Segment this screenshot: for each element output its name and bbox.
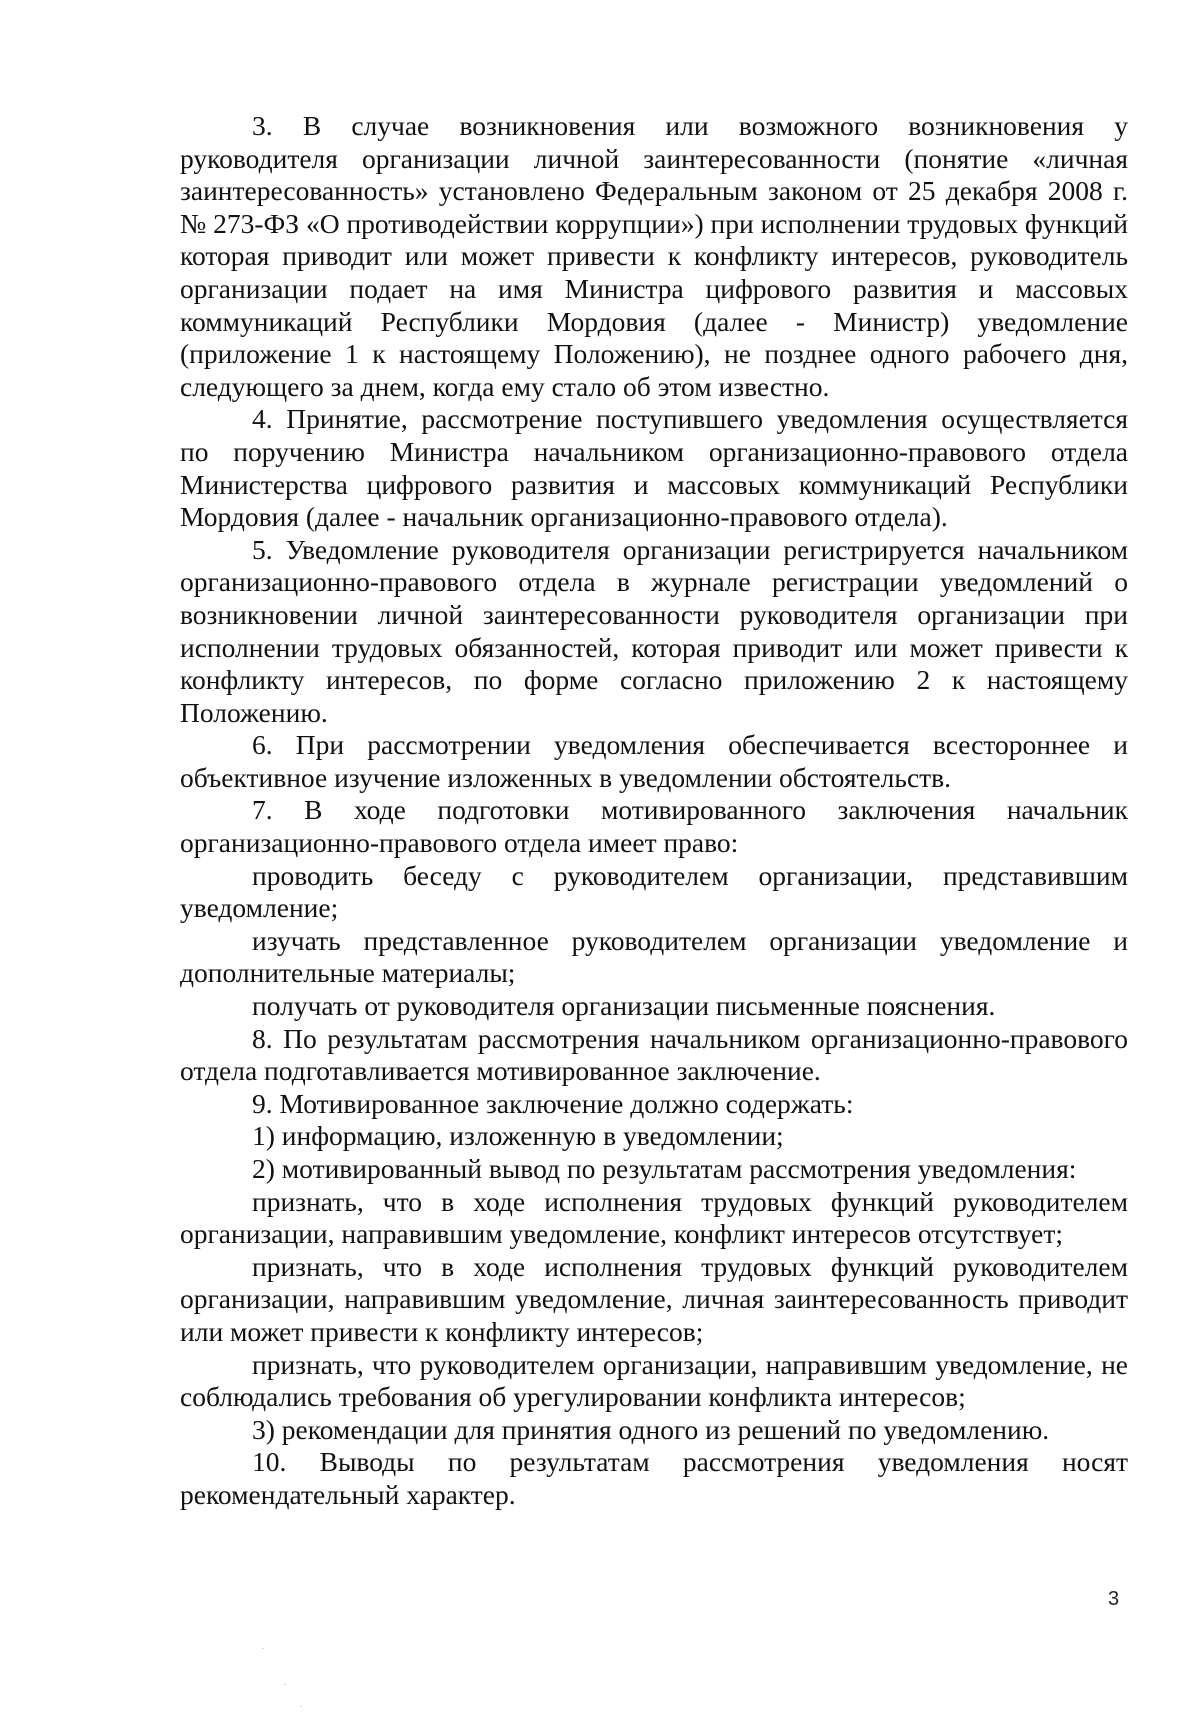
paragraph-6: 6. При рассмотрении уведомления обеспечивается всестороннее и объективное изучение изложенных в уведомлении обстоятельств. [180,729,1128,793]
page-number: 3 [1108,1588,1120,1610]
paragraph-7-item-2: изучать представленное руководителем организации уведомление и дополнительные материалы; [180,924,1128,989]
scan-speck [284,1684,286,1685]
paragraph-9-item-2: 2) мотивированный вывод по результатам рассмотрения уведомления: [252,1153,1077,1184]
scan-speck [262,1648,264,1649]
scan-speck [300,1706,302,1707]
paragraph-7: 7. В ходе подготовки мотивированного заключения начальник организационно-правового отдела имеет право: [180,794,1128,859]
paragraph-9-option-2: признать, что в ходе исполнения трудовых функций руководителем организации, направившим уведомление, личная заинтересованность приводит или может привести к конфликту интересов; [180,1250,1128,1347]
paragraph-9-option-1: признать, что в ходе исполнения трудовых функций руководителем организации, направившим уведомление, конфликт интересов отсутствует; [180,1185,1128,1250]
paragraph-7-item-1: проводить беседу с руководителем организации, представившим уведомление; [180,859,1128,924]
paragraph-5: 5. Уведомление руководителя организации регистрируется начальником организационно-правового отдела в журнале регистрации уведомлений о возникновении личной заинтересованности руководителя организации при исполнении трудовых обязанностей, которая приводит или может привести к конфликту интересов, по форме согласно приложению 2 к настоящему Положению. [180,533,1128,728]
paragraph-8: 8. По результатам рассмотрения начальником организационно-правового отдела подготавливается мотивированное заключение. [180,1022,1128,1087]
paragraph-9-option-3: признать, что руководителем организации, направившим уведомление, не соблюдались требования об урегулировании конфликта интересов; [180,1348,1128,1413]
paragraph-7-item-3: получать от руководителя организации письменные пояснения. [252,990,996,1022]
paragraph-9: 9. Мотивированное заключение должно содержать: [252,1087,854,1119]
paragraph-10: 10. Выводы по результатам рассмотрения уведомления носят рекомендательный характер. [180,1446,1128,1510]
paragraph-9-item-1: 1) информацию, изложенную в уведомлении; [252,1120,784,1152]
paragraph-9-item-3: 3) рекомендации для принятия одного из решений по уведомлению. [252,1413,1050,1445]
paragraph-4: 4. Принятие, рассмотрение поступившего уведомления осуществляется по поручению Министра начальником организационно-правового отдела Министерства цифрового развития и массовых коммуникаций Республики Мордовия (далее - начальник организационно-правового отдела). [180,403,1128,533]
document-body [180,110,1128,1512]
paragraph-3: 3. В случае возникновения или возможного возникновения у руководителя организации личной заинтересованности (понятие «личная заинтересованность» установлено Федеральным законом от 25 декабря 2008 г. № 273-ФЗ «О противодействии коррупции») при исполнении трудовых функций которая приводит или может привести к конфликту интересов, руководитель организации подает на имя Министра цифрового развития и массовых коммуникаций Республики Мордовия (далее - Министр) уведомление (приложение 1 к настоящему Положению), не позднее одного рабочего дня, следующего за днем, когда ему стало об этом известно. [180,110,1128,402]
